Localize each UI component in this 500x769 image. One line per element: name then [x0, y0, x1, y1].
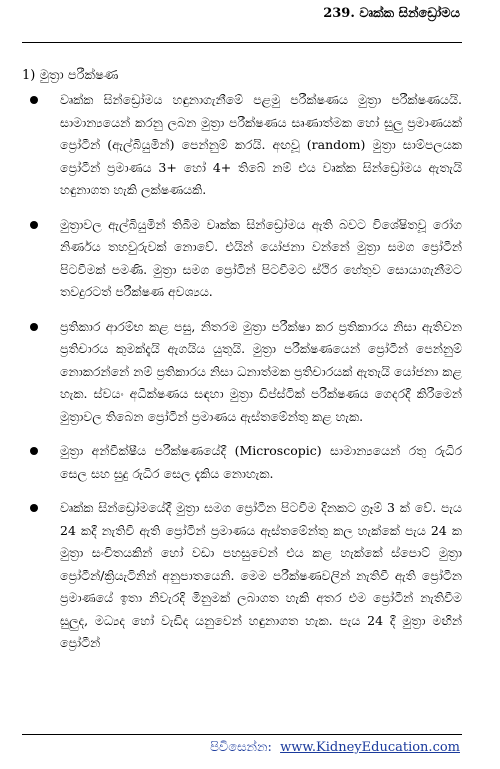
page-content	[22, 68, 462, 667]
page-header: 239. වෘක්ක සින්ඩ්‍රෝමය	[323, 6, 460, 21]
bullet-dot-icon	[30, 96, 38, 104]
list-item-text: මුත්‍රා අන්වීක්ෂීය පරීක්ෂණයේදී (Microscopic) සාමාන්‍යයෙන් රතු රුධිර සෙල සහ සුදු රුධිර සෙල දැකිය නොහැක.	[60, 443, 462, 481]
bullet-dot-icon	[30, 221, 38, 229]
header-divider	[22, 42, 462, 43]
list-item-text: වෘක්ක සින්ඩ්‍රෝමය හඳුනාගැනීමේ පළමු පරීක්ෂණය මුත්‍රා පරීක්ෂණයයි. සාමාන්‍යයෙන් කරනු ලබන මුත්‍රා පරීක්ෂණය සෘණාත්මක හෝ සුලු ප්‍රමාණයක් ප්‍රෝටීන් (ඇල්බියුමින්) පෙන්නුම් කරයි. අඟවූ (random) මුත්‍රා සාම්පලයක ප්‍රෝටීන් ප්‍රමාණය 3+ හෝ 4+ තිබේ නම් එය වෘක්ක සින්ඩ්‍රෝමය ඇතැයි හඳුනාගත හැකි ලක්ෂණයකි.	[60, 92, 462, 197]
footer-label: පිවිසෙන්න:	[210, 740, 272, 755]
list-item	[22, 316, 462, 429]
list-item-text: වෘක්ක සින්ඩ්‍රෝමයේදී මුත්‍රා සමග ප්‍රෝටීන පිටවීම දිනකට ග්‍රෑම් 3 ක් වේ. පැය 24 කදී නැතිවී ඇති ප්‍රෝටීන් ප්‍රමාණය ඇස්තමේන්තු කල හැක්කේ පැය 24 ක මුත්‍රා සංචිතයකින් හෝ වඩා පහසුවෙන් එය කළ හැක්කේ ස්පොට් මුත්‍රා ප්‍රෝටීන්/ක්‍රියැටිනින් අනුපාතයෙනි. මෙම පරීක්ෂණවලින් නැතිවී ඇති ප්‍රෝටීන ප්‍රමාණයේ ඉතා නිවැරදි මිනුමක් ලබාගත හැකි අතර එම ප්‍රෝටීන් නැතිවීම සුලුද, මධ්‍යද හෝ වැඩිද යනුවෙන් හඳුනාගත හැක. පැය 24 දී මුත්‍රා මඟින් ප්‍රෝටීන්	[60, 500, 462, 650]
bullet-dot-icon	[30, 323, 38, 331]
section-title: 1) මුත්‍රා පරීක්ෂණ	[22, 68, 119, 83]
list-item	[22, 214, 462, 304]
list-item	[22, 440, 462, 485]
footer-divider	[22, 734, 462, 735]
bullet-list	[22, 89, 462, 655]
list-item	[22, 89, 462, 202]
list-item	[22, 497, 462, 655]
list-item-text: ප්‍රතිකාර ආරම්භ කළ පසු, නිතරම මුත්‍රා පරීක්ෂා කර ප්‍රතිකාරය නිසා ඇතිවන ප්‍රතිචාරය කුමක්දැයි ඇගයිය යුතුයි. මුත්‍රා පරීක්ෂණයෙන් ප්‍රෝටීන් පෙන්නුම් නොකරන්නේ නම් ප්‍රතිකාරය නිසා ධනාත්මක ප්‍රතිචාරයක් ඇතැයි යෝජනා කළ හැක. ස්වයං අධීක්ෂණය සඳහා මුත්‍රා ඩිප්ස්ටික් පරීක්ෂණය ගෙදරදී කිරීමෙන් මුත්‍රාවල තිබෙන ප්‍රෝටීන් ප්‍රමාණය ඇස්තමේන්තු කළ හැක.	[60, 318, 462, 424]
bullet-dot-icon	[30, 504, 38, 512]
list-item-text: මුත්‍රාවල ඇල්බියුමින් තිබීම වෘක්ක සින්ඩ්‍රෝමය ඇති බවට විශේෂිතවූ රෝග නිර්ණය තහවුරුවක් නොවේ. එයින් යෝජනා වන්නේ මුත්‍රා සමග ප්‍රෝටීන් පිටවීමක් පමණි. මුත්‍රා සමග ප්‍රෝටීන් පිටවීමට ස්ථිර හේතුව සොයාගැනීමට තවදුරටත් පරීක්ෂණ අවශ්‍යය.	[60, 216, 462, 299]
page-footer	[210, 740, 460, 755]
bullet-dot-icon	[30, 447, 38, 455]
website-link[interactable]: www.KidneyEducation.com	[280, 740, 460, 755]
